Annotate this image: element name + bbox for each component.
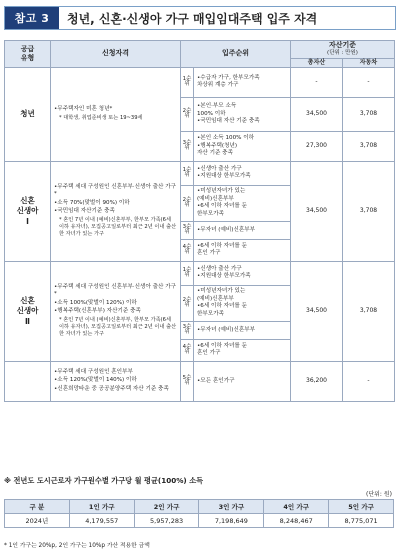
youth-requirements [51, 67, 181, 161]
header-type: 공급 유형 [5, 41, 51, 68]
req-line: •국민임대 자산기준 충족 [54, 208, 115, 215]
req-line: •소득 70%(맞벌이 90%) 이하 [54, 199, 130, 206]
rank-desc-line: •행복주택(청년) [197, 142, 238, 149]
req-line: •소득 120%(맞벌이 140%) 이하 [54, 377, 137, 384]
newlywed2-rank-2-desc [194, 285, 291, 321]
rank-desc-line: 100% 이하 [197, 110, 226, 117]
newlywed1-rank-1: 1순위 [181, 161, 194, 185]
rank-desc-line: •국민임대 자산 기준 충족 [197, 118, 260, 125]
newlywed2-requirements [51, 261, 181, 361]
newlywed1-car: 3,708 [343, 161, 395, 261]
income-footnote: * 1인 가구는 20%p, 2인 가구는 10%p 가산 적용한 금액 [4, 543, 150, 549]
youth-req-note: * 대학생, 취업준비생 또는 19~39세 [59, 114, 143, 121]
rank-desc-line: •무자녀 (예비)신혼부부 [197, 326, 256, 333]
income-cell: 5,957,283 [134, 514, 199, 528]
rank-desc-line: •수급자 가구, 한부모가족 [197, 74, 260, 81]
req-line: •소득 100%(맞벌이 120%) 이하 [54, 299, 137, 306]
income-header-row [5, 500, 394, 514]
income-header-cell: 1인 가구 [69, 500, 134, 514]
income-header-cell: 2인 가구 [134, 500, 199, 514]
newlywed1-label: 신혼 신생아 Ⅰ [5, 161, 51, 261]
income-header-cell: 4인 가구 [264, 500, 329, 514]
youth-rank-1-total: - [291, 67, 343, 97]
income-unit: (단위: 원) [366, 491, 392, 498]
req-line: •무주택 세대 구성원인 신혼부부·신생아 출산 가구* [54, 183, 177, 198]
youth-rank-2-total: 34,500 [291, 97, 343, 131]
newlywed2-rank-2: 2순위 [181, 285, 194, 321]
income-cell: 8,775,071 [329, 514, 394, 528]
rank-desc-line: •모든 혼인가구 [197, 377, 235, 384]
newlywed1-total: 34,500 [291, 161, 343, 261]
rank-desc-line: 혼인 가구 [197, 350, 221, 357]
youth-rank-2: 2순위 [181, 97, 194, 131]
newlywed2-rank-3: 3순위 [181, 321, 194, 339]
youth-rank-3-total: 27,300 [291, 131, 343, 161]
header-asset-title: 자산기준 [328, 41, 357, 49]
newlywed1-rank-2-desc [194, 185, 291, 221]
other-requirements [51, 361, 181, 401]
income-table [4, 499, 394, 528]
income-title: ※ 전년도 도시근로자 가구원수별 가구당 월 평균(100%) 소득 [4, 476, 204, 485]
newlywed1-rank-4: 4순위 [181, 239, 194, 261]
other-rank-desc [194, 361, 291, 401]
rank-desc-line: •신생아 출산 가구 [197, 265, 242, 272]
youth-rank-3-car: 3,708 [343, 131, 395, 161]
rank-desc-line: •지원대상 한부모가족 [197, 173, 251, 180]
header-total-asset: 총자산 [291, 58, 343, 67]
header-car: 자동차 [343, 58, 395, 67]
rank-desc-line: •6세 이하 자녀를 둔 [197, 242, 248, 249]
newlywed2-rank-4: 4순위 [181, 339, 194, 361]
rank-desc-line: •본인·부모 소득 [197, 103, 237, 110]
rank-desc-line: (예비)신혼부부 [197, 295, 234, 302]
req-line: •무주택 세대 구성원인 신혼부부·신생아 출산 가구* [54, 283, 177, 298]
req-line: •신혼희망타운 중 공공분양주택 자산 기준 충족 [54, 385, 169, 392]
rank-desc-line: 차상위 계층 가구 [197, 82, 239, 89]
youth-rank-1-car: - [343, 67, 395, 97]
youth-rank-1-desc [194, 67, 291, 97]
income-header-cell: 5인 가구 [329, 500, 394, 514]
req-line: •행복주택(신혼부부) 자산기준 충족 [54, 308, 141, 315]
youth-rank-1: 1순위 [181, 67, 194, 97]
newlywed2-rank-1-desc [194, 261, 291, 285]
newlywed2-car: 3,708 [343, 261, 395, 361]
youth-rank-3: 3순위 [181, 131, 194, 161]
header-asset [291, 41, 395, 59]
youth-label: 청년 [5, 67, 51, 161]
rank-desc-line: •미성년자녀가 있는 [197, 288, 246, 295]
newlywed1-requirements [51, 161, 181, 261]
newlywed1-rank-1-desc [194, 161, 291, 185]
newlywed2-total: 34,500 [291, 261, 343, 361]
other-car: - [343, 361, 395, 401]
header-rank: 입주순위 [181, 41, 291, 68]
rank-desc-line: 혼인 가구 [197, 250, 221, 257]
income-cell: 8,248,467 [264, 514, 329, 528]
youth-rank-2-desc [194, 97, 291, 131]
header-qualification: 신청자격 [51, 41, 181, 68]
income-header-cell: 3인 가구 [199, 500, 264, 514]
rank-desc-line: •지원대상 한부모가족 [197, 273, 251, 280]
newlywed2-rank-1: 1순위 [181, 261, 194, 285]
req-note: * 혼인 7년 이내 (예비)신혼부부, 한부모 가족(6세 이하 유자녀), 모집공고일로부터 최근 2년 이내 출산한 자녀가 있는 가구 [59, 317, 177, 338]
newlywed1-rank-2: 2순위 [181, 185, 194, 221]
youth-req-line: •무주택자인 미혼 청년* [54, 106, 113, 113]
income-cell: 4,179,557 [69, 514, 134, 528]
rank-desc-line: (예비)신혼부부 [197, 195, 234, 202]
income-header-cell: 구 분 [5, 500, 70, 514]
income-cell: 7,198,649 [199, 514, 264, 528]
rank-desc-line: •6세 이하 자녀를 둔 [197, 203, 248, 210]
rank-desc-line: 자산 기준 충족 [197, 150, 233, 157]
newlywed2-label: 신혼 신생아 Ⅱ [5, 261, 51, 361]
req-note: * 혼인 7년 이내 (예비)신혼부부, 한부모 가족(6세 이하 유자녀), 모집공고일로부터 최근 2년 이내 출산한 자녀가 있는 가구 [59, 217, 177, 238]
rank-desc-line: •6세 이하 자녀를 둔 [197, 342, 248, 349]
rank-desc-line: •6세 이하 자녀를 둔 [197, 303, 248, 310]
title-bar [4, 6, 396, 30]
other-rank: 5순위 [181, 361, 194, 401]
page-title: 청년, 신혼·신생아 가구 매입임대주택 입주 자격 [67, 11, 318, 26]
youth-rank-3-desc [194, 131, 291, 161]
newlywed1-rank-4-desc [194, 239, 291, 261]
other-label [5, 361, 51, 401]
newlywed2-rank-4-desc [194, 339, 291, 361]
req-line: •무주택 세대 구성원인 혼인부부 [54, 368, 133, 375]
other-total: 36,200 [291, 361, 343, 401]
rank-desc-line: 한부모가족 [197, 311, 225, 317]
header-asset-unit: (단위 : 만원) [327, 50, 358, 57]
eligibility-table [4, 40, 395, 402]
newlywed1-rank-3: 3순위 [181, 221, 194, 239]
rank-desc-line: 한부모가족 [197, 211, 225, 217]
income-data-row [5, 514, 394, 528]
rank-desc-line: •신생아 출산 가구 [197, 165, 242, 172]
income-cell: 2024년 [5, 514, 70, 528]
newlywed1-rank-3-desc [194, 221, 291, 239]
youth-rank-2-car: 3,708 [343, 97, 395, 131]
rank-desc-line: •본인 소득 100% 이하 [197, 135, 255, 142]
rank-desc-line: •무자녀 (예비)신혼부부 [197, 226, 256, 233]
newlywed2-rank-3-desc [194, 321, 291, 339]
section-tag: 참고 3 [5, 7, 59, 29]
rank-desc-line: •미성년자녀가 있는 [197, 188, 246, 195]
